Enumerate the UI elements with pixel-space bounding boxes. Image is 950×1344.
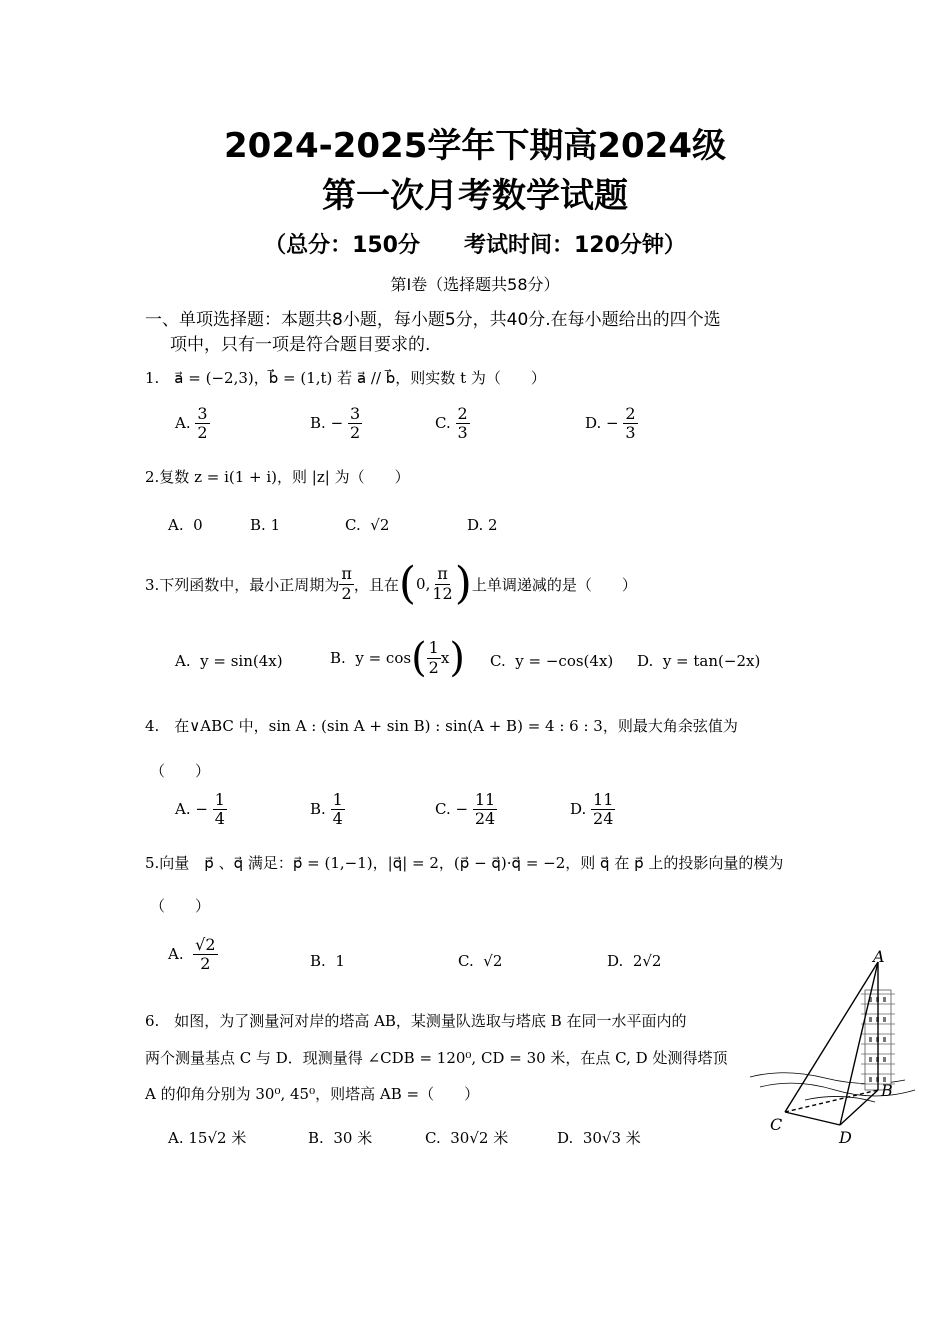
option-label: D. — [467, 516, 484, 534]
fraction-denominator: 2 — [197, 423, 208, 443]
option-label: A. — [168, 1129, 184, 1147]
fraction-numerator: 1 — [214, 790, 225, 809]
fraction — [348, 405, 362, 443]
question-1-option-a — [175, 405, 210, 443]
question-4-option-a — [175, 791, 227, 829]
section-heading-line2: 项中，只有一项是符合题目要求的. — [170, 335, 431, 355]
fraction-numerator: 3 — [349, 404, 361, 423]
option-text: 30√3 米 — [582, 1129, 641, 1147]
fraction-numerator: 11 — [593, 790, 614, 809]
option-text: 2 — [488, 516, 498, 534]
option-text: x — [440, 649, 450, 667]
fraction-denominator: 2 — [341, 583, 352, 603]
fraction-denominator: 4 — [214, 809, 225, 829]
triangle-lines — [785, 962, 878, 1125]
option-label: C. — [435, 413, 451, 432]
exam-title-line2: 第一次月考数学试题 — [322, 176, 628, 216]
fraction-denominator: 3 — [625, 423, 636, 443]
option-text: 30√2 米 — [450, 1129, 509, 1147]
option-label: C. — [425, 1129, 441, 1147]
fraction — [427, 639, 441, 677]
question-5-answer-paren: （ ） — [150, 897, 211, 915]
fraction — [430, 565, 454, 603]
fraction-denominator: 4 — [332, 809, 343, 829]
question-6-option-c — [425, 1127, 508, 1148]
stem-text: ，且在 — [353, 575, 399, 594]
fraction-numerator: 2 — [625, 404, 636, 423]
question-3-option-c — [490, 652, 613, 670]
option-label: C. — [490, 652, 506, 670]
question-1-stem: 1. a⃗ = (−2,3)，b⃗ = (1,t) 若 a⃗ // b⃗，则实数 t 为（ ） — [145, 369, 546, 387]
fraction — [213, 791, 227, 829]
fraction-denominator: 2 — [349, 423, 361, 443]
fraction-numerator: π — [437, 564, 448, 584]
option-sign: − — [330, 413, 344, 432]
question-4-stem: 4. 在∨ABC 中，sin A : (sin A + sin B) : sin(A + B) = 4 : 6 : 3，则最大角余弦值为 — [145, 717, 738, 735]
stem-text: 上单调递减的是（ ） — [471, 575, 637, 594]
fraction-denominator: 12 — [432, 583, 453, 603]
exam-meta: （总分：150分 考试时间：120分钟） — [264, 233, 686, 258]
option-label: D. — [570, 799, 587, 818]
fraction — [339, 565, 354, 603]
point-label-d: D — [839, 1128, 852, 1147]
option-sign: − — [455, 799, 469, 818]
option-text: 1 — [335, 952, 345, 970]
question-2-stem: 2.复数 z = i(1 + i)，则 |z| 为（ ） — [145, 468, 410, 486]
point-label-a: A — [873, 950, 885, 966]
option-label: A. — [168, 944, 184, 963]
section-heading-line1: 一、单项选择题：本题共8小题，每小题5分，共40分.在每小题给出的四个选 — [145, 310, 721, 330]
option-label: C. — [435, 799, 451, 818]
option-label: B. — [250, 516, 266, 534]
stem-text: 3.下列函数中，最小正周期为 — [145, 575, 340, 594]
fraction-numerator: 1 — [428, 638, 439, 658]
option-label: B. — [330, 649, 346, 667]
question-1-option-d — [585, 405, 638, 443]
question-3-stem — [145, 558, 637, 609]
option-text: 15√2 米 — [188, 1129, 247, 1147]
question-2-option-a — [168, 516, 203, 534]
question-3-option-d — [637, 652, 760, 670]
fraction-numerator: π — [341, 564, 352, 584]
option-text: 0 — [193, 516, 203, 534]
question-6-option-b — [308, 1127, 372, 1148]
option-label: A. — [168, 516, 184, 534]
fraction — [591, 791, 615, 829]
option-label: B. — [310, 413, 326, 432]
option-label: D. — [637, 652, 654, 670]
question-6-stem-line1: 6. 如图，为了测量河对岸的塔高 AB，某测量队选取与塔底 B 在同一水平面内的 — [145, 1012, 687, 1030]
question-5-option-c — [458, 952, 502, 970]
fraction-denominator: 24 — [474, 809, 496, 829]
question-6-option-a — [168, 1127, 246, 1148]
option-label: B. — [310, 952, 326, 970]
fraction — [623, 405, 637, 443]
question-2-option-c — [345, 516, 389, 534]
option-text: y = tan(−2x) — [662, 652, 761, 670]
fraction-denominator: 24 — [593, 809, 614, 829]
fraction-denominator: 2 — [200, 954, 211, 974]
question-4-option-d — [570, 791, 615, 829]
question-5-option-b — [310, 952, 345, 970]
point-label-b: B — [881, 1081, 893, 1100]
question-5-stem: 5.向量 p⃗ 、q⃗ 满足：p⃗ = (1,−1)，|q⃗| = 2，(p⃗ − q⃗)·q⃗ = −2，则 q⃗ 在 p⃗ 上的投影向量的模为 — [145, 854, 784, 872]
option-text: 30 米 — [333, 1129, 373, 1147]
interval-left: 0, — [416, 575, 431, 593]
question-6-stem-line3: A 的仰角分别为 30⁰, 45⁰，则塔高 AB =（ ） — [145, 1085, 480, 1103]
question-2-option-d — [467, 516, 498, 534]
exam-title-line1: 2024-2025学年下期高2024级 — [224, 126, 726, 166]
fraction — [193, 936, 217, 974]
question-1-option-b — [310, 405, 362, 443]
question-3-option-b — [330, 635, 465, 681]
option-label: D. — [585, 413, 602, 432]
fraction — [456, 405, 470, 443]
question-4-option-b — [310, 791, 345, 829]
option-text: y = cos — [355, 649, 412, 667]
point-label-c: C — [770, 1115, 783, 1134]
fraction-denominator: 2 — [428, 657, 439, 677]
left-paren: ( — [411, 635, 427, 681]
fraction — [473, 791, 497, 829]
question-1-option-c — [435, 405, 470, 443]
option-text: 1 — [270, 516, 281, 534]
option-text: y = −cos(4x) — [515, 652, 614, 670]
option-text: √2 — [370, 516, 390, 534]
option-sign: − — [195, 799, 208, 818]
question-3-option-a — [175, 652, 283, 670]
question-5-option-a — [168, 936, 218, 974]
fraction-denominator: 3 — [457, 423, 468, 443]
question-2-option-b — [250, 516, 280, 534]
question-5-option-d — [607, 952, 661, 970]
fraction — [195, 405, 209, 443]
option-label: A. — [175, 799, 191, 818]
question-4-answer-paren: （ ） — [150, 762, 211, 780]
option-sign: − — [606, 413, 619, 432]
option-label: D. — [607, 952, 624, 970]
option-label: C. — [458, 952, 474, 970]
option-label: C. — [345, 516, 361, 534]
fraction-numerator: 11 — [474, 790, 496, 809]
question-6-option-d — [557, 1127, 641, 1148]
option-label: A. — [175, 413, 191, 432]
option-label: A. — [175, 652, 191, 670]
fraction-numerator: 1 — [332, 790, 343, 809]
option-label: B. — [308, 1129, 324, 1147]
tower-figure — [745, 950, 920, 1150]
option-text: y = sin(4x) — [200, 652, 283, 670]
fraction-numerator: 2 — [457, 404, 468, 423]
right-paren: ) — [449, 635, 465, 681]
option-label: D. — [557, 1129, 574, 1147]
fraction-numerator: 3 — [197, 404, 208, 423]
option-text: √2 — [483, 952, 503, 970]
left-paren: ( — [398, 558, 417, 609]
fraction — [331, 791, 345, 829]
question-6-stem-line2: 两个测量基点 C 与 D．现测量得 ∠CDB = 120⁰, CD = 30 米，在点 C, D 处测得塔顶 — [145, 1049, 728, 1067]
right-paren: ) — [454, 558, 472, 609]
option-label: B. — [310, 799, 326, 818]
fraction-numerator: √2 — [195, 935, 216, 954]
option-text: 2√2 — [632, 952, 662, 970]
volume-heading: 第Ⅰ卷（选择题共58分） — [390, 275, 560, 294]
question-4-option-c — [435, 791, 497, 829]
